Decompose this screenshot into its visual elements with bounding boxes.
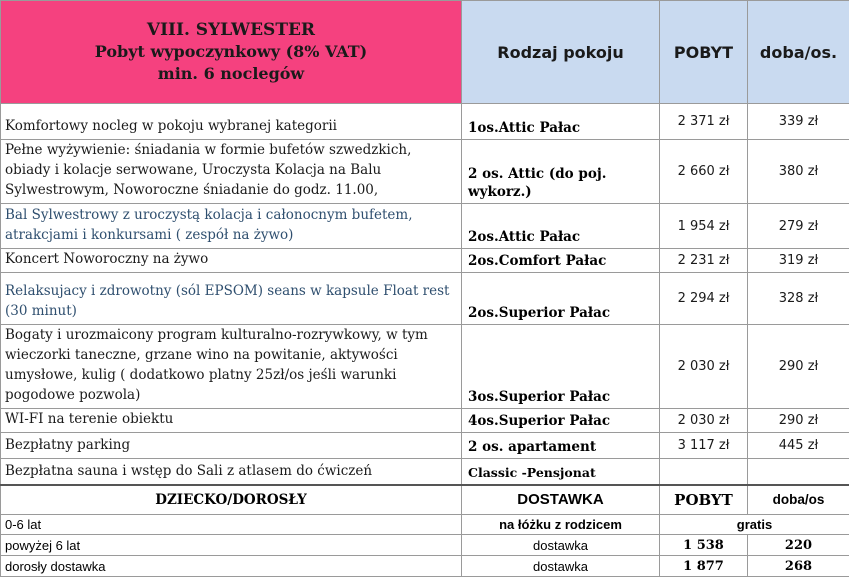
row-description: Koncert Noworoczny na żywo bbox=[1, 249, 462, 273]
table-header-row bbox=[1, 1, 849, 104]
extra-row-bed: dostawka bbox=[462, 535, 660, 556]
table-row bbox=[1, 409, 849, 433]
row-room-type: 1os.Attic Pałac bbox=[462, 104, 660, 140]
row-stay-price: 2 294 zł bbox=[660, 273, 748, 325]
offer-title-cell bbox=[1, 1, 462, 104]
row-day-price bbox=[748, 459, 849, 485]
col-header-stay: POBYT bbox=[660, 1, 748, 104]
col-header-day: doba/os. bbox=[748, 1, 849, 104]
row-room-type: 2os.Attic Pałac bbox=[462, 204, 660, 249]
row-stay-price: 2 231 zł bbox=[660, 249, 748, 273]
row-description: Komfortowy nocleg w pokoju wybranej kategorii bbox=[1, 104, 462, 140]
row-stay-price: 2 030 zł bbox=[660, 325, 748, 409]
table-row bbox=[1, 273, 849, 325]
extra-row bbox=[1, 556, 849, 577]
row-day-price: 445 zł bbox=[748, 433, 849, 459]
extra-row-stay: 1 538 bbox=[660, 535, 748, 556]
table-row bbox=[1, 249, 849, 273]
extra-row-bed: na łóżku z rodzicem bbox=[462, 515, 660, 535]
row-stay-price: 3 117 zł bbox=[660, 433, 748, 459]
offer-min-nights: min. 6 noclegów bbox=[5, 63, 457, 85]
extra-row-bed: dostawka bbox=[462, 556, 660, 577]
extra-row bbox=[1, 535, 849, 556]
row-stay-price: 2 371 zł bbox=[660, 104, 748, 140]
row-day-price: 279 zł bbox=[748, 204, 849, 249]
row-description: WI-FI na terenie obiektu bbox=[1, 409, 462, 433]
row-room-type: 2 os. Attic (do poj. wykorz.) bbox=[462, 140, 660, 204]
row-description: Bezpłatna sauna i wstęp do Sali z atlasem do ćwiczeń bbox=[1, 459, 462, 485]
row-description: Bogaty i urozmaicony program kulturalno-rozrywkowy, w tym wieczorki taneczne, grzane wino na powitanie, aktywości umysłowe, kulig ( dodatkowo platny 25zł/os jeśli warunki pogodowe pozwola) bbox=[1, 325, 462, 409]
extra-row bbox=[1, 515, 849, 535]
row-room-type: 2os.Comfort Pałac bbox=[462, 249, 660, 273]
table-row bbox=[1, 459, 849, 485]
row-room-type: 2os.Superior Pałac bbox=[462, 273, 660, 325]
row-day-price: 319 zł bbox=[748, 249, 849, 273]
row-day-price: 328 zł bbox=[748, 273, 849, 325]
table-row bbox=[1, 104, 849, 140]
extra-row-who: dorosły dostawka bbox=[1, 556, 462, 577]
extra-row-who: 0-6 lat bbox=[1, 515, 462, 535]
row-description: Bezpłatny parking bbox=[1, 433, 462, 459]
row-stay-price: 2 660 zł bbox=[660, 140, 748, 204]
extra-col-header-bed: DOSTAWKA bbox=[462, 485, 660, 515]
extra-row-stay: 1 877 bbox=[660, 556, 748, 577]
row-stay-price: 1 954 zł bbox=[660, 204, 748, 249]
row-day-price: 290 zł bbox=[748, 325, 849, 409]
row-description: Relaksujacy i zdrowotny (sól EPSOM) seans w kapsule Float rest (30 minut) bbox=[1, 273, 462, 325]
col-header-room: Rodzaj pokoju bbox=[462, 1, 660, 104]
row-room-type: 2 os. apartament bbox=[462, 433, 660, 459]
table-row bbox=[1, 433, 849, 459]
row-stay-price bbox=[660, 459, 748, 485]
row-room-type: Classic -Pensjonat bbox=[462, 459, 660, 485]
row-day-price: 339 zł bbox=[748, 104, 849, 140]
extra-row-price: gratis bbox=[660, 515, 849, 535]
extra-row-who: powyżej 6 lat bbox=[1, 535, 462, 556]
row-description: Pełne wyżywienie: śniadania w formie bufetów szwedzkich, obiady i kolacje serwowane, Uroczysta Kolacja na Balu Sylwestrowym, Noworoczne śniadanie do godz. 11.00, bbox=[1, 140, 462, 204]
extra-row-day: 220 bbox=[748, 535, 849, 556]
row-day-price: 380 zł bbox=[748, 140, 849, 204]
extra-col-header-stay: POBYT bbox=[660, 485, 748, 515]
extra-col-header-who: DZIECKO/DOROSŁY bbox=[1, 485, 462, 515]
extra-header-row bbox=[1, 485, 849, 515]
row-room-type: 4os.Superior Pałac bbox=[462, 409, 660, 433]
row-stay-price: 2 030 zł bbox=[660, 409, 748, 433]
offer-subtitle: Pobyt wypoczynkowy (8% VAT) bbox=[5, 41, 457, 63]
table-row bbox=[1, 325, 849, 409]
table-row bbox=[1, 140, 849, 204]
extra-row-day: 268 bbox=[748, 556, 849, 577]
row-room-type: 3os.Superior Pałac bbox=[462, 325, 660, 409]
row-description: Bal Sylwestrowy z uroczystą kolacja i całonocnym bufetem, atrakcjami i konkursami ( zespół na żywo) bbox=[1, 204, 462, 249]
table-row bbox=[1, 204, 849, 249]
offer-title: VIII. SYLWESTER bbox=[5, 19, 457, 41]
extra-col-header-day: doba/os bbox=[748, 485, 849, 515]
row-day-price: 290 zł bbox=[748, 409, 849, 433]
